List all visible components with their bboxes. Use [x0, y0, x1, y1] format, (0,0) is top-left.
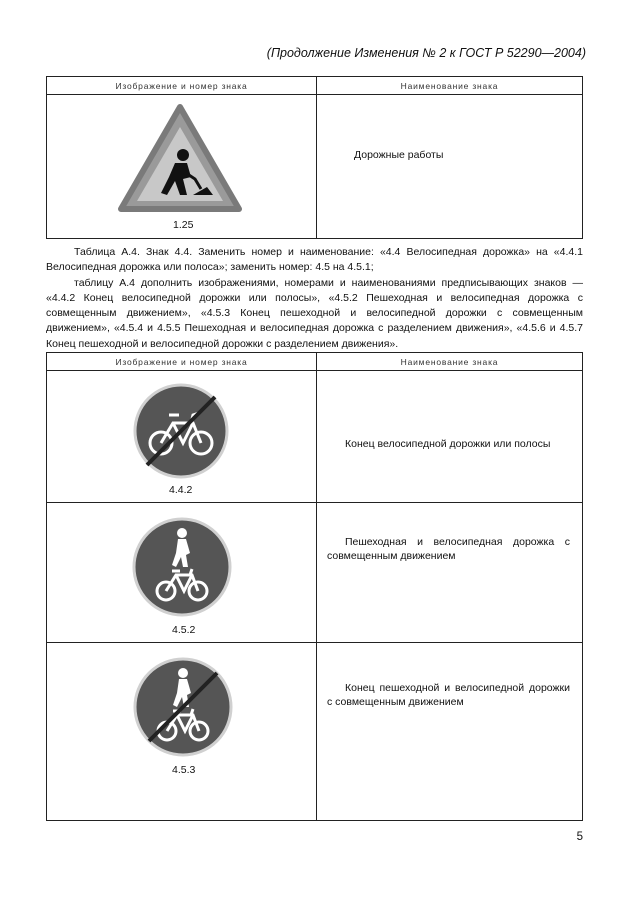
- road-works-sign-icon: [117, 103, 243, 215]
- end-bicycle-path-sign-icon: [133, 383, 229, 479]
- sign-name: Пешеходная и велосипедная дорожка с совмещенным движением: [327, 536, 570, 562]
- sign-name: Конец велосипедной дорожки или полосы: [345, 438, 551, 450]
- sign-name: Конец пешеходной и велосипедной дорожки с совмещенным движением: [327, 682, 570, 708]
- signs-table-2: [46, 352, 583, 821]
- shared-path-sign-icon: [132, 517, 232, 617]
- column-header-image: Изображение и номер знака: [47, 77, 317, 95]
- column-header-name: Наименование знака: [317, 353, 583, 371]
- sign-number: 1.25: [173, 219, 194, 231]
- table-row: [47, 371, 583, 503]
- paragraph: таблицу А.4 дополнить изображениями, номерами и наименованиями предписывающих знаков — «4.4.2 Конец велосипедной дорожки или полосы», «4.5.2 Пешеходная и велосипедная дорожка с совмещенным движением», «4.5.3 Конец пешеходной и велосипедной дорожки с совмещенным движением», «4.5.4 и 4.5.5 Пешеходная и велосипедная дорожка с разделением движения», «4.5.6 и 4.5.7 Конец пешеходной и велосипедной дорожки с разделением движения».: [46, 276, 583, 350]
- column-header-image: Изображение и номер знака: [47, 353, 317, 371]
- sign-name-cell: [317, 503, 583, 643]
- table-row: [47, 643, 583, 821]
- signs-table-1: [46, 76, 583, 239]
- sign-image-cell: [47, 503, 317, 643]
- table-row: [47, 503, 583, 643]
- sign-number: 4.4.2: [169, 484, 193, 496]
- sign-name-cell: [317, 643, 583, 821]
- sign-image-cell: [47, 371, 317, 503]
- sign-name-cell: [317, 95, 583, 239]
- page-number: 5: [576, 831, 583, 843]
- sign-image-cell: [47, 643, 317, 821]
- paragraph: Таблица А.4. Знак 4.4. Заменить номер и наименование: «4.4 Велосипедная дорожка» на «4.4.1 Велосипедная дорожка или полоса»; заменить номер: 4.5 на 4.5.1;: [46, 246, 583, 274]
- page-header: (Продолжение Изменения № 2 к ГОСТ Р 52290—2004): [266, 46, 586, 60]
- column-header-name: Наименование знака: [317, 77, 583, 95]
- end-shared-path-sign-icon: [133, 657, 233, 757]
- sign-name: Дорожные работы: [354, 149, 444, 161]
- sign-number: 4.5.3: [172, 764, 196, 776]
- sign-number: 4.5.2: [172, 624, 196, 636]
- amendment-text: [46, 245, 583, 352]
- sign-image-cell: [47, 95, 317, 239]
- sign-name-cell: [317, 371, 583, 503]
- table-row: [47, 95, 583, 239]
